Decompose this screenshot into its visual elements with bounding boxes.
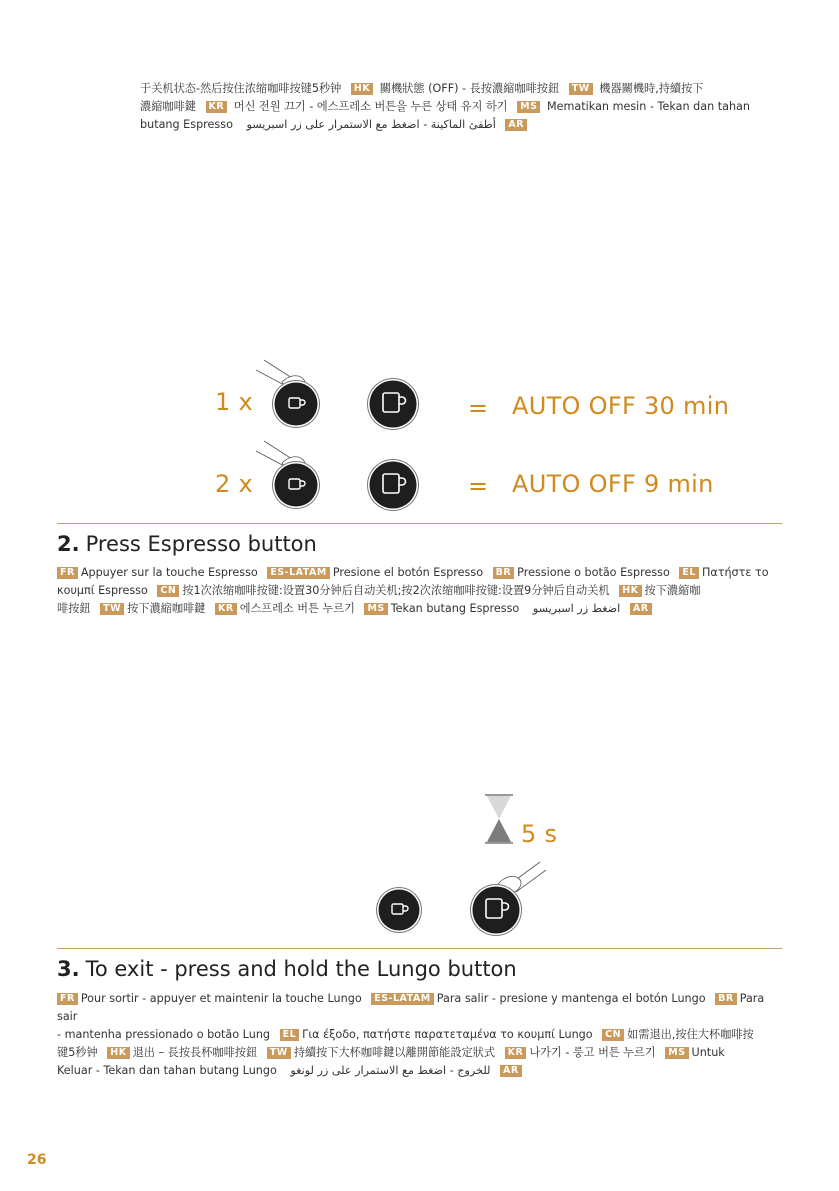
instruction-line: FR Appuyer sur la touche Espresso ES-LATAM Presione el botón Espresso BR Pressione o botão Espresso EL Πατήστε το xyxy=(57,564,785,582)
auto-off-result: AUTO OFF 9 min xyxy=(512,470,714,498)
lang-tag-hk: HK xyxy=(351,83,373,95)
page-number: 26 xyxy=(27,1152,47,1168)
espresso-button[interactable] xyxy=(276,465,316,505)
instruction-line: butang Espresso أطفئ الماكينة - اضغط مع الاستمرار على زر اسبريسو AR xyxy=(140,116,800,134)
lungo-cup-icon xyxy=(371,463,415,507)
step-2-translations xyxy=(57,564,785,618)
instruction-line: 键5秒钟 HK 退出 – 長按長杯咖啡按鈕 TW 持續按下大杯咖啡鍵以離開節能設定狀式 KR 나가기 - 룽고 버튼 누르기 MS Untuk xyxy=(57,1046,725,1059)
lang-tag-es-latam: ES-LATAM xyxy=(371,993,434,1005)
section-divider xyxy=(57,948,782,949)
lang-tag-kr: KR xyxy=(215,603,237,615)
press-count-2: 2 x xyxy=(215,470,254,498)
timer-label: 5 s xyxy=(521,820,558,848)
section-divider xyxy=(57,523,782,524)
lang-tag-br: BR xyxy=(715,993,737,1005)
equals-sign: = xyxy=(468,472,489,500)
auto-off-result: AUTO OFF 30 min xyxy=(512,392,730,420)
lang-tag-tw: TW xyxy=(569,83,593,95)
instruction-line: FR Pour sortir - appuyer et maintenir la touche Lungo ES-LATAM Para salir - presione y mantenga el botón Lungo BR Para sair xyxy=(57,992,765,1023)
lang-tag-hk: HK xyxy=(619,585,641,597)
hourglass-icon xyxy=(483,793,515,845)
espresso-cup-icon xyxy=(276,465,316,505)
press-count-1: 1 x xyxy=(215,388,254,416)
power-off-instructions xyxy=(140,80,800,134)
lang-tag-ms: MS xyxy=(364,603,387,615)
lang-tag-el: EL xyxy=(280,1029,300,1041)
lungo-button[interactable] xyxy=(371,382,415,426)
instruction-line: - mantenha pressionado o botão Lung EL Για έξοδο, πατήστε παρατεταμένα το κουμπί Lungo CN 如需退出,按住大杯咖啡按 xyxy=(57,1028,754,1041)
lang-tag-tw: TW xyxy=(267,1047,291,1059)
step-2-heading: 2. Press Espresso button xyxy=(57,532,317,556)
lungo-cup-icon xyxy=(371,382,415,426)
lang-tag-cn: CN xyxy=(157,585,179,597)
instruction-line: Keluar - Tekan dan tahan butang Lungo للخروج - اضغط مع الاستمرار على زر لونغو AR xyxy=(57,1062,785,1080)
lang-tag-cn: CN xyxy=(602,1029,624,1041)
lang-tag-ms: MS xyxy=(665,1047,688,1059)
lang-tag-ar: AR xyxy=(630,603,652,615)
espresso-button[interactable] xyxy=(276,384,316,424)
espresso-button[interactable] xyxy=(380,891,418,929)
espresso-cup-icon xyxy=(276,384,316,424)
lang-tag-tw: TW xyxy=(100,603,124,615)
instruction-line: κουμπί Espresso CN 按1次浓缩咖啡按键:设置30分钟后自动关机;按2次浓缩咖啡按键:设置9分钟后自动关机 HK 按下濃縮咖 xyxy=(57,584,701,597)
lang-tag-ar: AR xyxy=(500,1065,522,1077)
instruction-line: 濃縮咖啡鍵 KR 머신 전원 끄기 - 에스프레소 버튼을 누른 상태 유지 하기 MS Mematikan mesin - Tekan dan tahan xyxy=(140,100,751,113)
lang-tag-kr: KR xyxy=(505,1047,527,1059)
lungo-button[interactable] xyxy=(474,888,518,932)
lang-tag-es-latam: ES-LATAM xyxy=(267,567,330,579)
instruction-line: 于关机状态-然后按住浓缩咖啡按键5秒钟 HK 關機狀態 (OFF) - 長按濃縮咖啡按鈕 TW 機器關機時,持續按下 xyxy=(140,82,704,95)
lang-tag-ar: AR xyxy=(505,119,527,131)
lang-tag-ms: MS xyxy=(517,101,540,113)
lang-tag-fr: FR xyxy=(57,993,78,1005)
equals-sign: = xyxy=(468,394,489,422)
espresso-cup-icon xyxy=(380,891,418,929)
lungo-cup-icon xyxy=(474,888,518,932)
step-3-heading: 3. To exit - press and hold the Lungo button xyxy=(57,957,517,981)
lang-tag-br: BR xyxy=(493,567,515,579)
instruction-line: 啡按鈕 TW 按下濃縮咖啡鍵 KR 에스프레소 버튼 누르기 MS Tekan butang Espresso اضغط زر اسبريسو AR xyxy=(57,600,785,618)
lungo-button[interactable] xyxy=(371,463,415,507)
lang-tag-kr: KR xyxy=(206,101,228,113)
step-3-translations xyxy=(57,990,785,1080)
lang-tag-hk: HK xyxy=(107,1047,129,1059)
lang-tag-fr: FR xyxy=(57,567,78,579)
lang-tag-el: EL xyxy=(679,567,699,579)
